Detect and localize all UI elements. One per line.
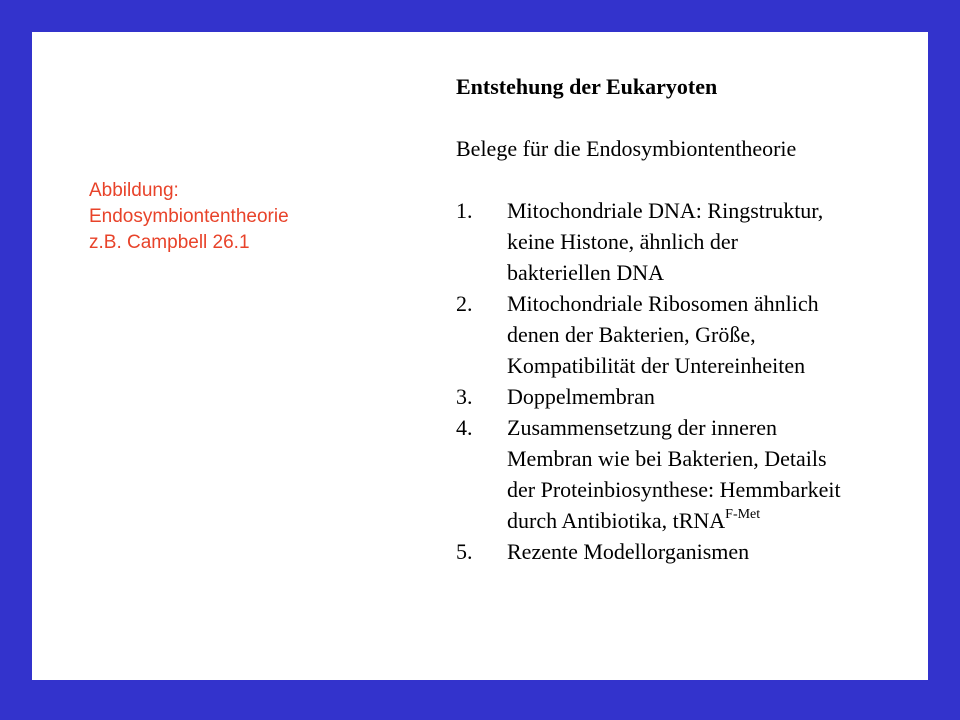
trna-superscript: F-Met bbox=[725, 507, 761, 522]
list-item-text: Kompatibilität der Untereinheiten bbox=[507, 353, 806, 378]
list-item-text-segment: durch Antibiotika, tRNA bbox=[507, 508, 726, 533]
list-item-number: 2. bbox=[456, 291, 473, 316]
list-item-text: keine Histone, ähnlich der bbox=[507, 229, 738, 254]
list-item bbox=[456, 195, 926, 288]
slide-content bbox=[456, 71, 926, 567]
list-item-text: Membran wie bei Bakterien, Details bbox=[507, 446, 827, 471]
list-item-number: 5. bbox=[456, 539, 473, 564]
figure-note-line: Endosymbiontentheorie bbox=[89, 206, 289, 227]
list-item-number: 1. bbox=[456, 198, 473, 223]
list-item-number: 4. bbox=[456, 415, 473, 440]
list-item-text: der Proteinbiosynthese: Hemmbarkeit bbox=[507, 477, 841, 502]
list-item-text bbox=[507, 505, 926, 536]
list-item-number: 3. bbox=[456, 384, 473, 409]
list-item bbox=[456, 412, 926, 536]
list-item-text: Rezente Modellorganismen bbox=[507, 539, 750, 564]
figure-placeholder-note bbox=[89, 178, 389, 256]
figure-note-line: Abbildung: bbox=[89, 180, 179, 201]
list-item bbox=[456, 288, 926, 381]
list-item-text: bakteriellen DNA bbox=[507, 260, 664, 285]
list-item-text: Zusammensetzung der inneren bbox=[507, 415, 778, 440]
list-item-text: Mitochondriale DNA: Ringstruktur, bbox=[507, 198, 824, 223]
list-item-text: Doppelmembran bbox=[507, 384, 655, 409]
list-item bbox=[456, 381, 926, 412]
slide bbox=[32, 32, 928, 680]
list-item-text: Mitochondriale Ribosomen ähnlich bbox=[507, 291, 819, 316]
figure-note-line: z.B. Campbell 26.1 bbox=[89, 232, 250, 253]
list-item-text: denen der Bakterien, Größe, bbox=[507, 322, 756, 347]
evidence-list bbox=[456, 195, 926, 567]
slide-title: Entstehung der Eukaryoten bbox=[456, 74, 718, 99]
list-item bbox=[456, 536, 926, 567]
slide-subtitle: Belege für die Endosymbiontentheorie bbox=[456, 136, 797, 161]
